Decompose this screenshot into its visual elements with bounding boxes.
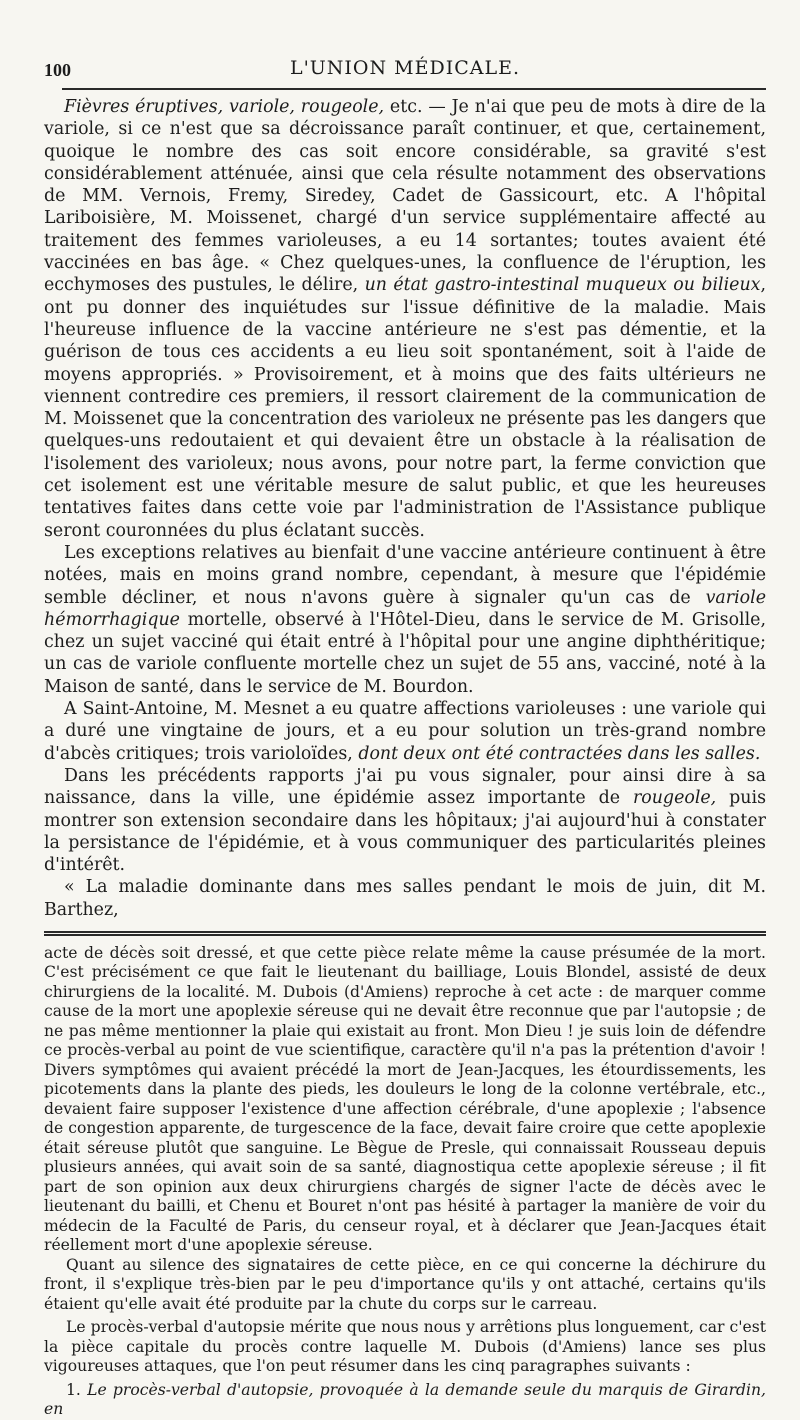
italic-phrase: rougeole, <box>632 788 717 809</box>
paragraph-rougeole <box>44 765 766 876</box>
paragraph-saint-antoine <box>44 698 766 765</box>
paragraph-barthez: « La maladie dominante dans mes salles pendant le mois de juin, dit M. Barthez, <box>44 877 766 920</box>
section-lead-in: Fièvres éruptives, variole, rougeole, <box>64 97 385 117</box>
feuilleton-paragraph-1: acte de décès soit dressé, et que cette pièce relate même la cause présumée de la mort. C'est précisément ce que fait le lieutenant du bailliage, Louis Blondel, assisté de deux chirurgiens de la localité. M. Dubois (d'Amiens) reproche à cet acte : de marquer comme cause de la mort une apoplexie séreuse qui ne devait être reconnue que par l'autopsie ; de ne pas même mentionner la plaie qui existait au front. Mon Dieu ! je suis loin de défendre ce procès-verbal au point de vue scientifique, caractère qu'il n'a pas la prétention d'avoir ! Divers symptômes qui avaient précédé la mort de Jean-Jacques, les étourdissements, les picotements dans la plante des pieds, les douleurs le long de la colonne vertébrale, etc., devaient faire supposer l'existence d'une affection cérébrale, d'une apoplexie ; l'absence de congestion apparente, de turgescence de la face, devait faire croire que cette apoplexie était séreuse plutôt que sanguine. Le Bègue de Presle, qui connaissait Rousseau depuis plusieurs années, qui avait soin de sa santé, diagnostiqua cette apoplexie séreuse ; il fit part de son opinion aux deux chirurgiens chargés de signer l'acte de décès avec le lieutenant du bailli, et Chenu et Bouret n'ont pas hésité à partager la manière de voir du médecin de la Faculté de Paris, du censeur royal, et à déclarer que Jean-Jacques était réellement mort d'une apoplexie séreuse. <box>44 943 766 1255</box>
running-title: L'UNION MÉDICALE. <box>289 57 521 79</box>
paragraph-fievres <box>44 96 766 542</box>
paragraph-text: etc. — Je n'ai que peu de mots à dire de la variole, si ce n'est que sa décroissance paraît continuer, et que, certainement, quoique le nombre des cas soit encore considérable, sa gravité s'est considérablement atténuée, ainsi que cela résulte notamment des observations de MM. Vernois, Fremy, Siredey, Cadet de Gassicourt, etc. A l'hôpital Lariboisière, M. Moissenet, chargé d'un service supplémentaire affecté au traitement des femmes varioleuses, a eu 14 sortantes; toutes avaient été vaccinées en bas âge. « Chez quelques-unes, la confluence de l'éruption, les ecchymoses des pustules, le délire, <box>44 97 766 296</box>
page-number: 100 <box>44 60 71 80</box>
italic-phrase: dont deux ont été contractées dans les salles. <box>358 743 761 764</box>
feuilleton-paragraph-4 <box>44 1381 766 1420</box>
paragraph-text: , ont pu donner des inquiétudes sur l'issue définitive de la maladie. Mais l'heureuse influence de la vaccine antérieure ne s'est pas démentie, et la guérison de tous ces accidents a eu lieu soit spontanément, soit à l'aide de moyens appropriés. » Provisoirement, et à moins que des faits ultérieurs ne viennent contredire ces premiers, il ressort clairement de la communication de M. Moissenet que la concentration des varioleux ne présente pas les dangers que quelques-uns redoutaient et qui devaient être un obstacle à la réalisation de l'isolement des varioleux; nous avons, pour notre part, la ferme conviction que cet isolement est une véritable mesure de salut public, et que les heureuses tentatives faites dans cette voie par l'administration de l'Assistance publique seront couronnées du plus éclatant succès. <box>44 275 766 541</box>
header-rule <box>62 88 766 90</box>
paragraph-text: puis montrer son extension secondaire dans les hôpitaux; j'ai aujourd'hui à constater la persistance de l'épidémie, et à vous communiquer des particularités pleines d'intérêt. <box>44 788 766 876</box>
feuilleton-paragraph-2: Quant au silence des signataires de cette pièce, en ce qui concerne la déchirure du front, il s'explique très-bien par le peu d'importance qu'ils y ont attaché, certains qu'ils étaient qu'elle avait été produite par la chute du corps sur le carreau. <box>44 1255 766 1313</box>
feuilleton-section <box>44 944 766 1420</box>
feuilleton-paragraph-3: Le procès-verbal d'autopsie mérite que nous nous y arrêtions plus longuement, car c'est la pièce capitale du procès contre laquelle M. Dubois (d'Amiens) lance ses plus vigoureuses attaques, que l'on peut résumer dans les cinq paragraphes suivants : <box>44 1318 766 1376</box>
paragraph-text: mortelle, observé à l'Hôtel-Dieu, dans le service de M. Grisolle, chez un sujet vacciné qui était entré à l'hôpital pour une angine diphthéritique; un cas de variole confluente mortelle chez un sujet de 55 ans, vacciné, noté à la Maison de santé, dans le service de M. Bourdon. <box>44 609 766 697</box>
paragraph-text: A Saint-Antoine, M. Mesnet a eu quatre affections varioleuses : une variole qui a duré une vingtaine de jours, et a eu pour solution un très-grand nombre d'abcès critiques; trois varioloïdes, <box>44 699 766 764</box>
page-header <box>44 52 766 82</box>
paragraph-text: Dans les précédents rapports j'ai pu vous signaler, pour ainsi dire à sa naissance, dans la ville, une épidémie assez importante de <box>44 765 766 809</box>
italic-phrase: Le procès-verbal d'autopsie, provoquée à la demande seule du marquis de Girardin, en <box>44 1380 766 1419</box>
paragraph-text: Les exceptions relatives au bienfait d'une vaccine antérieure continuent à être notées, mais en moins grand nombre, cependant, à mesure que l'épidémie semble décliner, et nous n'avons guère à signaler qu'un cas de <box>44 542 766 608</box>
italic-phrase: variole hémorrhagique <box>44 587 766 630</box>
paragraph-exceptions <box>44 542 766 698</box>
italic-phrase: un état gastro-intestinal muqueux ou bilieux <box>364 275 761 296</box>
list-number: 1. <box>66 1380 81 1399</box>
feuilleton-divider <box>44 931 766 936</box>
main-article <box>44 96 766 921</box>
